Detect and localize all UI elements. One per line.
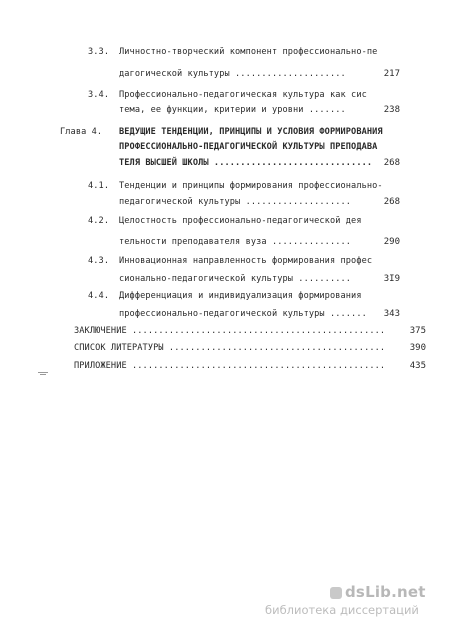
toc-page-number: 238: [383, 105, 400, 115]
toc-number: 4.2.: [88, 216, 110, 226]
toc-page-number: 217: [383, 69, 400, 79]
toc-line: педагогической культуры ....................: [119, 197, 352, 207]
toc-number: 4.3.: [88, 256, 110, 266]
toc-page-number: 3I9: [383, 274, 400, 284]
watermark-logo-icon: [330, 587, 342, 599]
toc-line: Целостность профессионально-педагогической дея: [119, 216, 362, 226]
toc-line: Инновационная направленность формирования профес: [119, 256, 373, 266]
toc-line: дагогической культуры .....................: [119, 69, 346, 79]
toc-chapter-line: ТЕЛЯ ВЫСШЕЙ ШКОЛЫ ..............................: [119, 158, 373, 168]
toc-page-number: 390: [409, 343, 426, 353]
toc-line: тема, ее функции, критерии и уровни .......: [119, 105, 346, 115]
watermark-site-name: dsLib.net: [345, 583, 426, 601]
toc-number: 4.4.: [88, 291, 110, 301]
toc-chapter-number: Глава 4.: [60, 127, 103, 137]
toc-line: сионально-педагогической культуры ..........: [119, 274, 352, 284]
toc-line-appendix: ПРИЛОЖЕНИЕ ................................................: [74, 361, 386, 371]
toc-line: Тенденции и принципы формирования профессионально-: [119, 181, 383, 191]
margin-mark: [38, 372, 48, 373]
watermark-subtitle: библиотека диссертаций: [265, 603, 419, 617]
toc-line: Дифференциация и индивидуализация формирования: [119, 291, 362, 301]
toc-page-number: 290: [383, 237, 400, 247]
toc-page-number: 268: [383, 197, 400, 207]
toc-number: 4.1.: [88, 181, 110, 191]
toc-page-number: 435: [409, 361, 426, 371]
toc-number: 3.4.: [88, 90, 110, 100]
toc-line-bibliography: СПИСОК ЛИТЕРАТУРЫ .........................................: [74, 343, 386, 353]
toc-line-conclusion: ЗАКЛЮЧЕНИЕ ................................................: [74, 326, 386, 336]
toc-page-number: 375: [409, 326, 426, 336]
toc-line: Личностно-творческий компонент профессионально-пе: [119, 47, 378, 57]
toc-page-number: 343: [383, 309, 400, 319]
margin-mark: [40, 374, 46, 375]
toc-page-number: 268: [383, 158, 400, 168]
toc-line: профессионально-педагогической культуры .......: [119, 309, 367, 319]
toc-chapter-line: ВЕДУЩИЕ ТЕНДЕНЦИИ, ПРИНЦИПЫ И УСЛОВИЯ ФОРМИРОВАНИЯ: [119, 127, 383, 137]
toc-chapter-line: ПРОФЕССИОНАЛЬНО-ПЕДАГОГИЧЕСКОЙ КУЛЬТУРЫ ПРЕПОДАВА: [119, 142, 378, 152]
toc-line: тельности преподавателя вуза ...............: [119, 237, 352, 247]
toc-line: Профессионально-педагогическая культура как сис: [119, 90, 367, 100]
toc-number: 3.3.: [88, 47, 110, 57]
